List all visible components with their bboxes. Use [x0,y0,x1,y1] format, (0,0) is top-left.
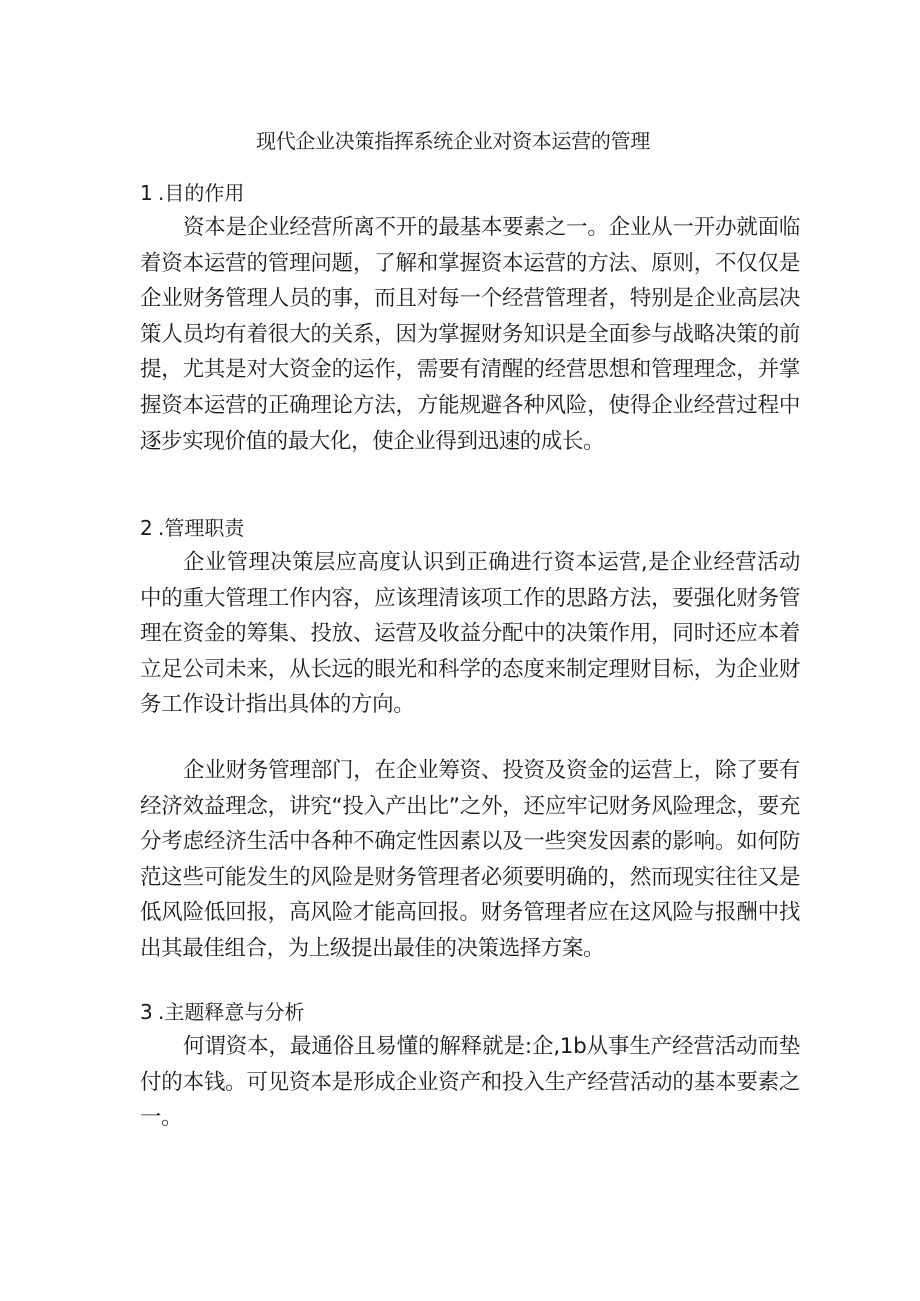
section-2 [140,511,800,723]
section-heading [140,995,800,1029]
paragraph: 何谓资本，最通俗且易懂的解释就是:企,1b从事生产经营活动而垫付的本钱。可见资本是形成企业资产和投入生产经营活动的基本要素之一。 [140,1034,800,1131]
section-3 [140,995,800,1136]
section-heading [140,511,800,545]
section-heading-text: .管理职责 [158,516,245,540]
section-number: 1 [140,181,153,205]
document-title: 现代企业决策指挥系统企业对资本运营的管理 [256,129,650,153]
paragraph: 企业管理决策层应高度认识到正确进行资本运营,是企业经营活动中的重大管理工作内容，应该理清该项工作的思路方法，要强化财务管理在资金的筹集、投放、运营及收益分配中的决策作用，同时还应本着立足公司未来，从长远的眼光和科学的态度来制定理财目标，为企业财务工作设计指出具体的方向。 [140,550,800,718]
section-heading-text: .主题释意与分析 [158,1000,305,1024]
section-number: 3 [140,1000,153,1024]
section-heading-text: .目的作用 [158,181,245,205]
paragraph: 企业财务管理部门，在企业筹资、投资及资金的运营上，除了要有经济效益理念，讲究“投入产出比”之外，还应牢记财务风险理念，要充分考虑经济生活中各种不确定性因素以及一些突发因素的影响。如何防范这些可能发生的风险是财务管理者必须要明确的，然而现实往往又是低风险低回报，高风险才能高回报。财务管理者应在这风险与报酬中找出其最佳组合，为上级提出最佳的决策选择方案。 [140,758,800,961]
paragraph: 资本是企业经营所离不开的最基本要素之一。企业从一开办就面临着资本运营的管理问题，了解和掌握资本运营的方法、原则，不仅仅是企业财务管理人员的事，而且对每一个经营管理者，特别是企业高层决策人员均有着很大的关系，因为掌握财务知识是全面参与战略决策的前提，尤其是对大资金的运作，需要有清醒的经营思想和管理理念，并掌握资本运营的正确理论方法，方能规避各种风险，使得企业经营过程中逐步实现价值的最大化，使企业得到迅速的成长。 [140,215,800,454]
section-heading [140,176,800,210]
section-number: 2 [140,516,153,540]
section-1 [140,176,800,459]
